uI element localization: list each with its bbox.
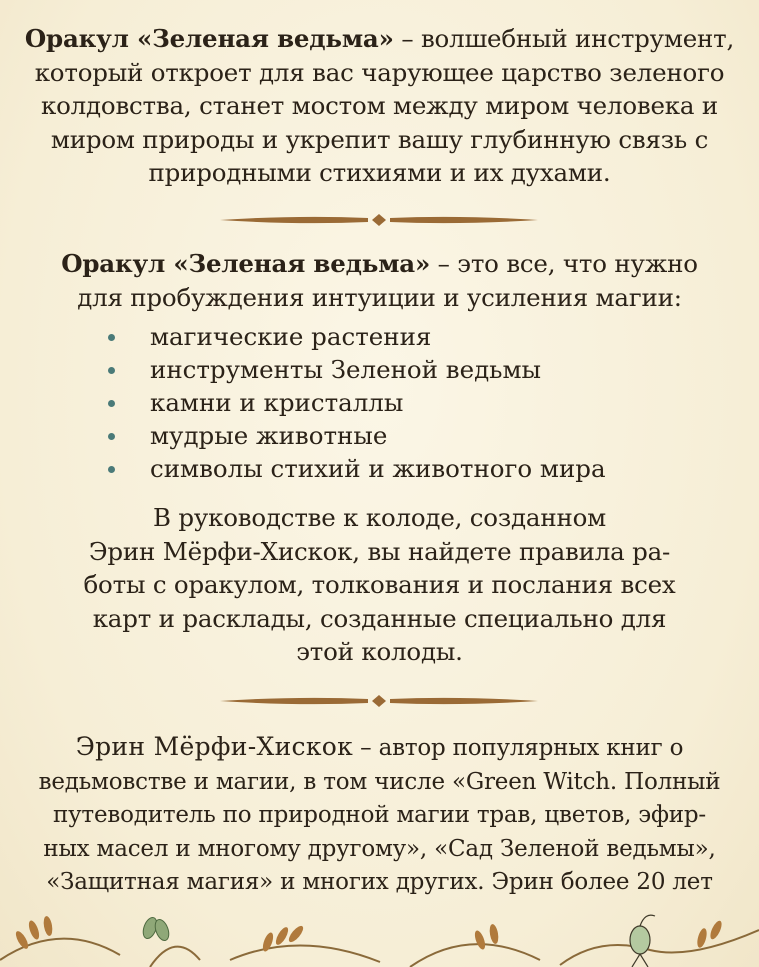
list-intro-paragraph <box>0 247 759 314</box>
author-line-2: ведьмовстве и магии, в том числе «Green Witch. Полный <box>38 768 721 795</box>
intro-line-3: колдовства, станет мостом между миром человека и <box>40 91 719 120</box>
bullet-icon <box>108 367 115 374</box>
botanical-border-illustration <box>0 900 759 967</box>
oracle-title-bold: Оракул «Зеленая ведьма» <box>24 24 394 53</box>
list-item: магические растения <box>108 320 606 353</box>
intro-line-2: который откроет для вас чарующее царство зеленого <box>34 57 725 87</box>
bullet-icon <box>108 466 115 473</box>
bullet-icon <box>108 334 115 341</box>
oracle-title-bold: Оракул «Зеленая ведьма» <box>61 249 431 278</box>
guide-paragraph <box>0 501 759 669</box>
ornamental-divider <box>218 213 540 227</box>
list-intro-line-2: для пробуждения интуиции и усиления магии: <box>77 282 682 312</box>
list-item: символы стихий и животного мира <box>108 452 606 485</box>
author-name: Эрин Мёрфи-Хискок <box>75 732 354 761</box>
ornamental-divider <box>218 694 540 708</box>
author-paragraph <box>0 730 759 900</box>
author-line-4: ных масел и многому другому», «Сад Зеленой ведьмы», <box>43 835 716 862</box>
contents-list <box>108 320 606 485</box>
guide-line-2: Эрин Мёрфи-Хискок, вы найдете правила ра- <box>88 536 671 566</box>
guide-line-1: В руководстве к колоде, созданном <box>153 503 606 532</box>
intro-line-1: Оракул «Зеленая ведьма» – волшебный инструмент, <box>24 24 735 53</box>
author-line-1: Эрин Мёрфи-Хискок – автор популярных книг о <box>75 732 684 761</box>
author-line-5: «Защитная магия» и многих других. Эрин более 20 лет <box>46 869 713 895</box>
bullet-icon <box>108 400 115 407</box>
intro-paragraph <box>0 22 759 190</box>
guide-line-3: боты с оракулом, толкования и послания всех <box>83 570 676 599</box>
guide-line-5: этой колоды. <box>296 637 463 666</box>
intro-line-4: миром природы и укрепит вашу глубинную связь с <box>50 124 709 154</box>
list-item: камни и кристаллы <box>108 386 606 419</box>
author-line-3: путеводитель по природной магии трав, цветов, эфир- <box>52 802 707 828</box>
intro-line-5: природными стихиями и их духами. <box>148 158 611 187</box>
list-item: мудрые животные <box>108 419 606 452</box>
list-item: инструменты Зеленой ведьмы <box>108 353 606 386</box>
list-intro-line-1: Оракул «Зеленая ведьма» – это все, что нужно <box>61 249 698 278</box>
guide-line-4: карт и расклады, созданные специально для <box>92 603 667 633</box>
bullet-icon <box>108 433 115 440</box>
